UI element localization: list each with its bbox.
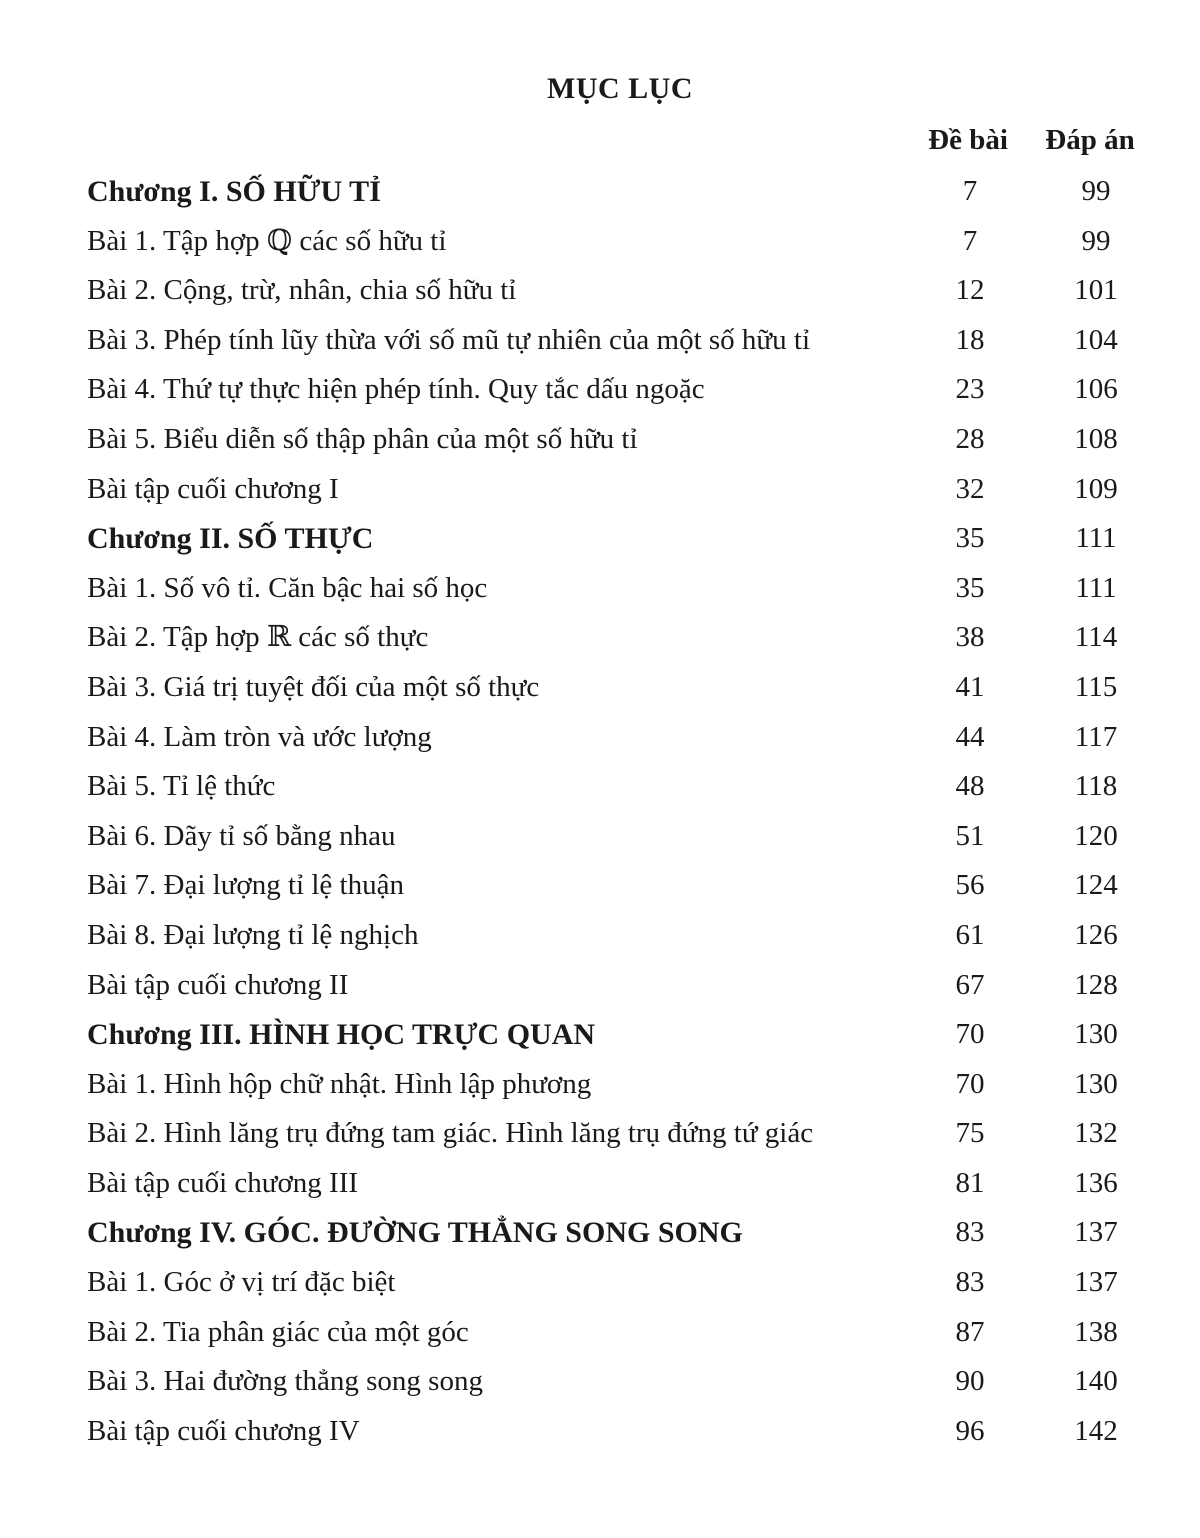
toc-lesson-row [0,961,1200,1011]
lesson-title: Bài 2. Hình lăng trụ đứng tam giác. Hình lăng trụ đứng tứ giác [87,1117,814,1150]
problems-page-number: 70 [955,1067,985,1100]
answers-page-number: 104 [1074,323,1118,356]
lesson-title: Bài 5. Biểu diễn số thập phân của một số hữu tỉ [87,422,638,455]
answers-page-number: 99 [1081,175,1111,207]
problems-page-number: 28 [955,422,985,455]
lesson-title: Bài 7. Đại lượng tỉ lệ thuận [87,869,404,902]
problems-page-number: 38 [955,621,985,654]
toc-lesson-row [0,415,1200,465]
problems-page-number: 87 [955,1315,985,1348]
problems-page-number: 12 [955,274,985,307]
answers-page-number: 108 [1074,422,1118,455]
answers-page-number: 137 [1074,1266,1118,1299]
toc-chapter-row [0,167,1200,217]
column-header-problems: Đề bài [928,124,1008,156]
problems-page-number: 51 [955,819,985,852]
toc-lesson-row [0,861,1200,911]
lesson-title: Bài 8. Đại lượng tỉ lệ nghịch [87,918,419,951]
answers-page-number: 140 [1074,1365,1118,1398]
toc-lesson-row [0,713,1200,763]
answers-page-number: 117 [1074,720,1118,753]
toc-chapter-row [0,1208,1200,1258]
answers-page-number: 124 [1074,869,1118,902]
answers-page-number: 111 [1075,571,1117,604]
problems-page-number: 83 [955,1266,985,1299]
toc-list [0,167,1200,1456]
lesson-title: Bài 1. Số vô tỉ. Căn bậc hai số học [87,571,488,604]
problems-page-number: 81 [955,1166,985,1199]
lesson-title: Bài tập cuối chương II [87,968,349,1001]
toc-lesson-row [0,316,1200,366]
answers-page-number: 136 [1074,1166,1118,1199]
problems-page-number: 7 [962,175,978,207]
toc-lesson-row [0,1308,1200,1358]
lesson-title: Bài 3. Giá trị tuyệt đối của một số thực [87,670,540,703]
toc-lesson-row [0,1407,1200,1457]
answers-page-number: 142 [1074,1414,1118,1447]
toc-lesson-row [0,911,1200,961]
lesson-title: Bài 4. Thứ tự thực hiện phép tính. Quy tắc dấu ngoặc [87,373,705,406]
lesson-title: Bài 1. Tập hợp ℚ các số hữu tỉ [87,224,447,257]
problems-page-number: 75 [955,1117,985,1150]
answers-page-number: 137 [1074,1216,1118,1249]
problems-page-number: 32 [955,472,985,505]
toc-lesson-row [0,762,1200,812]
lesson-title: Bài 4. Làm tròn và ước lượng [87,720,432,753]
problems-page-number: 35 [955,571,985,604]
answers-page-number: 132 [1074,1117,1118,1150]
problems-page-number: 61 [955,918,985,951]
problems-page-number: 90 [955,1365,985,1398]
toc-lesson-row [0,564,1200,614]
lesson-title: Bài 2. Tia phân giác của một góc [87,1315,469,1348]
toc-lesson-row [0,365,1200,415]
toc-lesson-row [0,1109,1200,1159]
answers-page-number: 130 [1074,1018,1118,1051]
answers-page-number: 101 [1074,274,1118,307]
problems-page-number: 41 [955,670,985,703]
answers-page-number: 109 [1074,472,1118,505]
lesson-title: Bài 1. Hình hộp chữ nhật. Hình lập phương [87,1067,592,1100]
page-title: MỤC LỤC [547,72,693,105]
problems-page-number: 96 [955,1414,985,1447]
toc-lesson-row [0,1060,1200,1110]
chapter-title: Chương IV. GÓC. ĐƯỜNG THẲNG SONG SONG [87,1216,743,1250]
answers-page-number: 106 [1074,373,1118,406]
lesson-title: Bài 3. Phép tính lũy thừa với số mũ tự nhiên của một số hữu tỉ [87,323,811,356]
answers-page-number: 114 [1074,621,1118,654]
lesson-title: Bài 5. Tỉ lệ thức [87,770,276,803]
toc-lesson-row [0,1258,1200,1308]
lesson-title: Bài 2. Tập hợp ℝ các số thực [87,621,429,654]
answers-page-number: 115 [1074,670,1118,703]
lesson-title: Bài 1. Góc ở vị trí đặc biệt [87,1266,396,1299]
toc-lesson-row [0,217,1200,267]
toc-lesson-row [0,613,1200,663]
toc-lesson-row [0,266,1200,316]
toc-chapter-row [0,1010,1200,1060]
chapter-title: Chương I. SỐ HỮU TỈ [87,175,381,208]
answers-page-number: 126 [1074,918,1118,951]
problems-page-number: 7 [962,224,978,257]
lesson-title: Bài tập cuối chương IV [87,1414,360,1447]
toc-lesson-row [0,1357,1200,1407]
problems-page-number: 83 [955,1216,985,1249]
column-header-answers: Đáp án [1045,124,1135,156]
toc-lesson-row [0,1159,1200,1209]
problems-page-number: 48 [955,770,985,803]
answers-page-number: 128 [1074,968,1118,1001]
toc-lesson-row [0,663,1200,713]
lesson-title: Bài 3. Hai đường thẳng song song [87,1365,483,1398]
problems-page-number: 23 [955,373,985,406]
problems-page-number: 44 [955,720,985,753]
answers-page-number: 120 [1074,819,1118,852]
lesson-title: Bài 2. Cộng, trừ, nhân, chia số hữu tỉ [87,274,517,307]
answers-page-number: 138 [1074,1315,1118,1348]
answers-page-number: 130 [1074,1067,1118,1100]
chapter-title: Chương II. SỐ THỰC [87,522,374,556]
problems-page-number: 35 [955,522,985,555]
problems-page-number: 56 [955,869,985,902]
answers-page-number: 118 [1074,770,1118,803]
lesson-title: Bài 6. Dãy tỉ số bằng nhau [87,819,396,852]
problems-page-number: 18 [955,323,985,356]
lesson-title: Bài tập cuối chương III [87,1166,359,1199]
answers-page-number: 111 [1075,522,1117,555]
toc-lesson-row [0,465,1200,515]
answers-page-number: 99 [1081,224,1111,257]
problems-page-number: 67 [955,968,985,1001]
chapter-title: Chương III. HÌNH HỌC TRỰC QUAN [87,1018,596,1052]
problems-page-number: 70 [955,1018,985,1051]
toc-chapter-row [0,514,1200,564]
toc-lesson-row [0,812,1200,862]
lesson-title: Bài tập cuối chương I [87,472,339,505]
